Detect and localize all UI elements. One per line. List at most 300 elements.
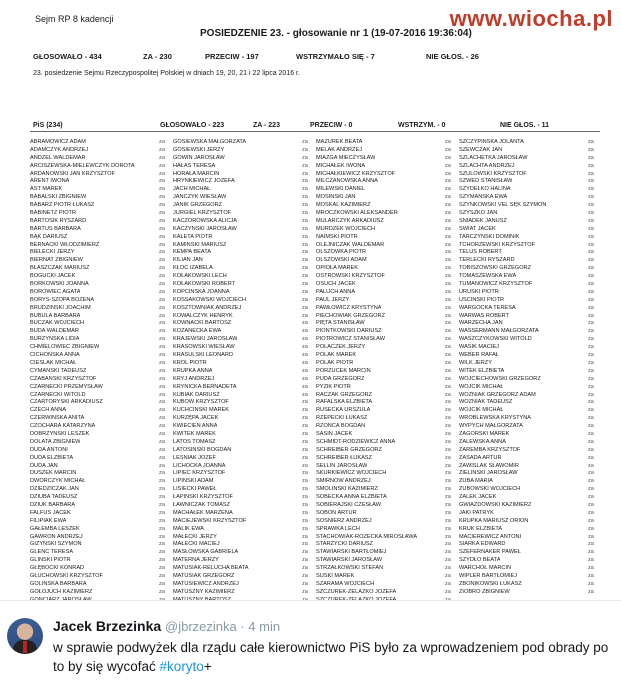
deputy-row <box>30 573 173 581</box>
deputy-row <box>173 431 316 439</box>
deputy-row <box>316 384 459 392</box>
vote-value: za <box>588 399 594 406</box>
deputy-name: WITEK ELŻBIETA <box>459 367 505 374</box>
deputy-row <box>316 392 459 400</box>
deputy-name: ŚNIADEK JANUSZ <box>459 217 507 224</box>
vote-value: za <box>302 572 308 579</box>
deputy-name: KOWALCZYK HENRYK <box>173 312 233 319</box>
deputy-name: BIERNAT ZBIGNIEW <box>30 257 83 264</box>
vote-value: za <box>159 186 165 193</box>
deputy-row <box>173 147 316 155</box>
deputy-row <box>459 210 602 218</box>
vote-value: za <box>302 415 308 422</box>
vote-value: za <box>445 565 451 572</box>
vote-value: za <box>159 494 165 501</box>
deputy-name: CHMIELOWIEC ZBIGNIEW <box>30 344 100 351</box>
deputy-name: MAŁECKI JERZY <box>173 533 217 540</box>
summary-glosowalo: GŁOSOWAŁO - 434 <box>33 52 102 61</box>
deputy-name: MOSIŃSKI JAN <box>316 194 356 201</box>
deputy-row <box>30 415 173 423</box>
deputy-row <box>30 139 173 147</box>
deputy-name: SZULOWSKI KRZYSZTOF <box>459 170 527 177</box>
deputy-name: NAIMSKI PIOTR <box>316 233 358 240</box>
vote-value: za <box>588 257 594 264</box>
deputy-row <box>459 171 602 179</box>
vote-value: za <box>302 430 308 437</box>
deputy-row <box>30 178 173 186</box>
deputy-name: ARCISZEWSKA-MIELEWCZYK DOROTA <box>30 162 135 169</box>
deputy-name: WARGOCKA TERESA <box>459 304 516 311</box>
deputy-name: CIEŚLAK MICHAŁ <box>30 359 77 366</box>
vote-value: za <box>159 399 165 406</box>
vote-value: za <box>445 257 451 264</box>
vote-value: za <box>159 194 165 201</box>
vote-value: za <box>445 312 451 319</box>
deputy-name: KRASOWSKI WIESŁAW <box>173 344 235 351</box>
deputy-name: SASIN JACEK <box>316 430 353 437</box>
deputy-name: SMIRNOW ANDRZEJ <box>316 478 371 485</box>
deputy-row <box>173 510 316 518</box>
deputy-name: ZAWIŚLAK SŁAWOMIR <box>459 462 519 469</box>
deputy-name: PORZUCEK MARCIN <box>316 367 371 374</box>
deputy-name: SZCZUREK-ŻELAZKO JÓZEFA <box>316 588 397 595</box>
deputy-name: KUBÓW KRZYSZTOF <box>173 399 229 406</box>
deputy-name: ZAREMBA KRZYSZTOF <box>459 446 521 453</box>
vote-value: za <box>159 281 165 288</box>
deputy-row <box>30 470 173 478</box>
deputy-name: BUBULA BARBARA <box>30 312 81 319</box>
deputy-row <box>30 376 173 384</box>
deputy-row <box>459 392 602 400</box>
deputy-name: MILEWSKI DANIEL <box>316 186 366 193</box>
deputy-name: MATUSZNY KAZIMIERZ <box>173 588 235 595</box>
vote-value: za <box>445 383 451 390</box>
deputy-row <box>30 155 173 163</box>
deputy-row <box>316 171 459 179</box>
vote-value: za <box>588 296 594 303</box>
vote-value: za <box>445 430 451 437</box>
deputy-row <box>316 249 459 257</box>
deputy-name: MULARCZYK ARKADIUSZ <box>316 217 384 224</box>
deputy-row <box>316 423 459 431</box>
vote-value: za <box>445 154 451 161</box>
deputy-row <box>173 447 316 455</box>
deputy-row <box>459 510 602 518</box>
vote-value: za <box>302 273 308 280</box>
vote-value: za <box>445 446 451 453</box>
deputy-row <box>459 399 602 407</box>
deputy-name: KOSSAKOWSKI WOJCIECH <box>173 296 247 303</box>
deputy-name: KWITEK MAREK <box>173 430 216 437</box>
deputy-name: GWIAZDOWSKI KAZIMIERZ <box>459 501 532 508</box>
vote-value: za <box>588 288 594 295</box>
deputy-row <box>173 313 316 321</box>
deputy-row <box>316 242 459 250</box>
vote-value: za <box>588 265 594 272</box>
deputy-row <box>173 202 316 210</box>
deputy-row <box>459 581 602 589</box>
deputy-name: WASZCZYKOWSKI WITOLD <box>459 336 532 343</box>
deputy-row <box>30 273 173 281</box>
deputy-row <box>30 557 173 565</box>
deputy-name: CZERWIŃSKA ANITA <box>30 415 85 422</box>
tweet-text-end: + <box>203 659 212 674</box>
vote-value: za <box>445 210 451 217</box>
deputy-name: ZALEWSKA ANNA <box>459 438 506 445</box>
vote-value: za <box>302 202 308 209</box>
deputy-row <box>173 194 316 202</box>
vote-value: za <box>302 454 308 461</box>
deputy-column <box>316 139 459 600</box>
deputy-name: MATUSIAK GRZEGORZ <box>173 572 235 579</box>
deputy-name: PYZIK PIOTR <box>316 383 351 390</box>
deputy-name: KILIAN JAN <box>173 257 203 264</box>
vote-value: za <box>159 525 165 532</box>
deputy-row <box>30 281 173 289</box>
deputy-row <box>316 541 459 549</box>
deputy-name: TUMANOWICZ KRZYSZTOF <box>459 281 533 288</box>
vote-value: za <box>159 572 165 579</box>
vote-value: za <box>302 525 308 532</box>
deputy-name: MROCZKOWSKI ALEKSANDER <box>316 210 398 217</box>
vote-value: za <box>159 541 165 548</box>
vote-value: za <box>302 423 308 430</box>
deputy-name: BABINETZ PIOTR <box>30 210 76 217</box>
deputy-name: JAKI PATRYK <box>459 509 494 516</box>
deputy-row <box>30 297 173 305</box>
deputy-name: TARCZYŃSKI DOMINIK <box>459 233 520 240</box>
deputy-row <box>316 210 459 218</box>
deputy-row <box>459 494 602 502</box>
deputy-row <box>173 455 316 463</box>
deputy-row <box>30 407 173 415</box>
vote-value: za <box>445 194 451 201</box>
vote-value: za <box>159 517 165 524</box>
deputy-name: SZLACHETKA JAROSŁAW <box>459 154 528 161</box>
deputy-row <box>30 265 173 273</box>
deputy-name: BABALSKI ZBIGNIEW <box>30 194 87 201</box>
vote-value: za <box>302 399 308 406</box>
vote-value: za <box>445 367 451 374</box>
header-rule <box>30 131 600 132</box>
vote-value: za <box>588 367 594 374</box>
deputy-name: LIPIŃSKI ADAM <box>173 478 214 485</box>
deputy-name: DUDA ELŻBIETA <box>30 454 74 461</box>
vote-value: za <box>302 304 308 311</box>
vote-value: za <box>159 154 165 161</box>
vote-value: za <box>588 509 594 516</box>
vote-value: za <box>445 186 451 193</box>
deputy-name: KACZOROWSKA ALICJA <box>173 217 238 224</box>
vote-value: za <box>302 509 308 516</box>
deputy-row <box>30 510 173 518</box>
deputy-name: SELLIN JAROSŁAW <box>316 462 368 469</box>
vote-value: za <box>302 178 308 185</box>
deputy-row <box>459 297 602 305</box>
vote-value: za <box>302 391 308 398</box>
deputy-name: ARDANOWSKI JAN KRZYSZTOF <box>30 170 116 177</box>
vote-value: za <box>302 557 308 564</box>
vote-value: za <box>302 210 308 217</box>
deputy-row <box>459 242 602 250</box>
deputy-row <box>30 242 173 250</box>
vote-value: za <box>445 139 451 145</box>
deputy-row <box>316 178 459 186</box>
deputy-row <box>173 210 316 218</box>
vote-value: za <box>302 407 308 414</box>
vote-value: za <box>445 359 451 366</box>
vote-value: za <box>588 549 594 556</box>
deputy-name: STAWIARSKI BARTŁOMIEJ <box>316 549 387 556</box>
deputy-name: KUCHCIŃSKI MAREK <box>173 407 229 414</box>
vote-value: za <box>588 375 594 382</box>
deputy-name: PIONTKOWSKI DARIUSZ <box>316 328 382 335</box>
deputy-name: URUSKI PIOTR <box>459 288 499 295</box>
deputy-name: ZASADA ARTUR <box>459 454 502 461</box>
vote-value: za <box>159 438 165 445</box>
deputy-row <box>316 257 459 265</box>
deputy-name: MATERNA JERZY <box>173 557 219 564</box>
deputy-row <box>316 534 459 542</box>
deputy-name: CZARNECKI PRZEMYSŁAW <box>30 383 103 390</box>
vote-value: za <box>588 438 594 445</box>
deputy-name: CZARNECKI WITOLD <box>30 391 86 398</box>
vote-value: za <box>159 304 165 311</box>
deputy-name: WOŹNIAK TADEUSZ <box>459 399 513 406</box>
deputy-row <box>30 368 173 376</box>
tweet-handle[interactable]: @jbrzezinka · 4 min <box>165 619 281 634</box>
deputy-name: WRÓBLEWSKA KRYSTYNA <box>459 415 532 422</box>
deputy-name: MATUSZNY BARTOSZ <box>173 596 232 600</box>
vote-value: za <box>159 470 165 477</box>
deputy-row <box>30 218 173 226</box>
deputy-name: KOŁAKOWSKI LECH <box>173 273 227 280</box>
vote-value: za <box>302 186 308 193</box>
deputy-name: KAMIŃSKI MARIUSZ <box>173 241 227 248</box>
deputy-row <box>316 186 459 194</box>
deputy-name: LEŚNIAK JÓZEF <box>173 454 216 461</box>
deputy-name: MALIK EWA <box>173 525 204 532</box>
vote-value: za <box>588 336 594 343</box>
deputy-row <box>459 202 602 210</box>
vote-value: za <box>302 344 308 351</box>
vote-value: za <box>159 139 165 145</box>
vote-value: za <box>302 154 308 161</box>
deputy-row <box>316 155 459 163</box>
deputy-row <box>459 139 602 147</box>
deputy-name: MILCZANOWSKA ANNA <box>316 178 378 185</box>
deputy-row <box>173 589 316 597</box>
deputy-name: GOSIEWSKI JERZY <box>173 146 225 153</box>
deputy-row <box>30 565 173 573</box>
vote-value: za <box>302 257 308 264</box>
deputy-row <box>459 439 602 447</box>
vote-value: za <box>159 391 165 398</box>
vote-value: za <box>159 407 165 414</box>
tweet-text <box>53 638 613 676</box>
watermark: www.wiocha.pl <box>449 6 613 31</box>
vote-value: za <box>302 281 308 288</box>
vote-value: za <box>445 178 451 185</box>
vote-value: za <box>302 588 308 595</box>
deputy-row <box>173 226 316 234</box>
deputy-name: KRUPKA MARIUSZ ORION <box>459 517 529 524</box>
deputy-row <box>173 234 316 242</box>
vote-value: za <box>159 225 165 232</box>
vote-value: za <box>302 438 308 445</box>
vote-value: za <box>588 194 594 201</box>
deputy-name: OLSZOWSKI ADAM <box>316 257 367 264</box>
club-name: PiS (234) <box>33 122 63 129</box>
vote-value: za <box>159 446 165 453</box>
vote-value: za <box>445 162 451 169</box>
deputy-name: GOWIN JAROSŁAW <box>173 154 225 161</box>
term-label: Sejm RP 8 kadencji <box>35 14 114 24</box>
deputy-name: TCHÓRZEWSKI KRZYSZTOF <box>459 241 536 248</box>
deputy-row <box>30 423 173 431</box>
vote-value: za <box>588 580 594 587</box>
vote-value: za <box>588 486 594 493</box>
vote-value: za <box>588 154 594 161</box>
vote-value: za <box>445 249 451 256</box>
vote-value: za <box>588 312 594 319</box>
vote-value: za <box>159 146 165 153</box>
deputy-row <box>173 281 316 289</box>
club-wstrzym: WSTRZYM. - 0 <box>398 122 446 129</box>
deputy-name: GONCIARZ JAROSŁAW <box>30 596 92 600</box>
deputy-row <box>316 320 459 328</box>
deputy-name: RUSECKA URSZULA <box>316 407 371 414</box>
vote-value: za <box>159 202 165 209</box>
deputy-row <box>30 234 173 242</box>
deputy-row <box>459 336 602 344</box>
deputy-name: SZYDŁO BEATA <box>459 557 501 564</box>
deputy-row <box>316 407 459 415</box>
deputy-name: SCHREIBER ŁUKASZ <box>316 454 372 461</box>
deputy-name: BORYS-SZOPA BOŻENA <box>30 296 95 303</box>
deputy-name: SIARKA EDWARD <box>459 541 506 548</box>
deputy-name: CICHOŃSKA ANNA <box>30 352 80 359</box>
avatar[interactable] <box>7 618 43 654</box>
vote-value: za <box>302 549 308 556</box>
deputy-name: PIECHOWIAK GRZEGORZ <box>316 312 385 319</box>
deputy-name: RAFALSKA ELŻBIETA <box>316 399 373 406</box>
deputy-name: GOŁOJUCH KAZIMIERZ <box>30 588 93 595</box>
deputy-row <box>316 281 459 289</box>
vote-value: za <box>159 557 165 564</box>
vote-value: za <box>588 517 594 524</box>
vote-value: za <box>302 446 308 453</box>
deputy-name: ZUBOWSKI WOJCIECH <box>459 486 521 493</box>
deputy-row <box>173 557 316 565</box>
vote-value: za <box>159 580 165 587</box>
deputy-row <box>173 139 316 147</box>
deputy-name: KUBIAK DARIUSZ <box>173 391 220 398</box>
deputy-name: POLACZEK JERZY <box>316 344 366 351</box>
deputy-name: FALFUS JACEK <box>30 509 71 516</box>
deputy-name: SPRAWKA LECH <box>316 525 360 532</box>
vote-value: za <box>445 304 451 311</box>
tweet-author-name[interactable]: Jacek Brzezinka <box>53 618 162 634</box>
deputy-row <box>459 226 602 234</box>
deputy-row <box>30 439 173 447</box>
deputy-name: KOZANECKA EWA <box>173 328 222 335</box>
vote-value: za <box>445 296 451 303</box>
deputy-name: RZOŃCA BOGDAN <box>316 423 366 430</box>
tweet-hashtag[interactable]: #koryto <box>159 659 204 674</box>
deputy-row <box>459 186 602 194</box>
deputy-name: AST MAREK <box>30 186 63 193</box>
deputy-row <box>316 415 459 423</box>
deputy-name: WASIK MACIEJ <box>459 344 499 351</box>
vote-value: za <box>159 233 165 240</box>
vote-value: za <box>445 217 451 224</box>
vote-value: za <box>302 288 308 295</box>
vote-value: za <box>159 265 165 272</box>
deputy-name: MAŁECKI MACIEJ <box>173 541 220 548</box>
vote-value: za <box>588 304 594 311</box>
deputy-row <box>316 234 459 242</box>
deputy-name: MICHAŁKIEWICZ KRZYSZTOF <box>316 170 396 177</box>
deputy-row <box>459 163 602 171</box>
vote-value: za <box>302 162 308 169</box>
deputy-name: MIAZGA MIECZYSŁAW <box>316 154 376 161</box>
deputy-row <box>173 249 316 257</box>
vote-value: za <box>445 265 451 272</box>
deputy-name: SZYSZKO JAN <box>459 210 498 217</box>
deputy-name: OSUCH JACEK <box>316 281 356 288</box>
vote-value: za <box>302 486 308 493</box>
vote-value: za <box>445 225 451 232</box>
deputy-name: RACZAK GRZEGORZ <box>316 391 372 398</box>
vote-value: za <box>302 146 308 153</box>
deputy-row <box>30 494 173 502</box>
deputy-name: SZEFERNAKER PAWEŁ <box>459 549 521 556</box>
deputy-row <box>173 439 316 447</box>
vote-value: za <box>159 423 165 430</box>
deputy-row <box>316 510 459 518</box>
deputy-row <box>30 210 173 218</box>
deputy-name: KRAJEWSKI JAROSŁAW <box>173 336 238 343</box>
deputy-row <box>30 305 173 313</box>
deputy-row <box>316 218 459 226</box>
deputy-name: LATOS TOMASZ <box>173 438 216 445</box>
deputy-name: GŁUCHOWSKI KRZYSZTOF <box>30 572 103 579</box>
deputy-row <box>173 565 316 573</box>
deputy-name: JACH MICHAŁ <box>173 186 211 193</box>
deputy-name: KWIECIEŃ ANNA <box>173 423 218 430</box>
deputy-name: PAUL JERZY <box>316 296 350 303</box>
deputy-name: KRUPKA ANNA <box>173 367 213 374</box>
vote-value: za <box>445 352 451 359</box>
deputy-name: WILK JERZY <box>459 359 492 366</box>
vote-value: za <box>159 509 165 516</box>
deputy-name: SOBOŃ ARTUR <box>316 509 357 516</box>
deputy-name: SCHREIBER GRZEGORZ <box>316 446 382 453</box>
deputy-name: ARENT IWONA <box>30 178 70 185</box>
deputy-row <box>30 328 173 336</box>
deputy-name: BARTUŚ BARBARA <box>30 225 81 232</box>
deputy-row <box>459 502 602 510</box>
deputy-row <box>30 336 173 344</box>
session-subtitle: 23. posiedzenie Sejmu Rzeczypospolitej Polskiej w dniach 19, 20, 21 i 22 lipca 2016 r. <box>33 70 300 77</box>
vote-value: za <box>445 407 451 414</box>
deputy-row <box>30 249 173 257</box>
vote-value: za <box>159 296 165 303</box>
vote-value: za <box>159 178 165 185</box>
deputy-name: DZIUBA TADEUSZ <box>30 494 78 501</box>
deputy-row <box>316 573 459 581</box>
